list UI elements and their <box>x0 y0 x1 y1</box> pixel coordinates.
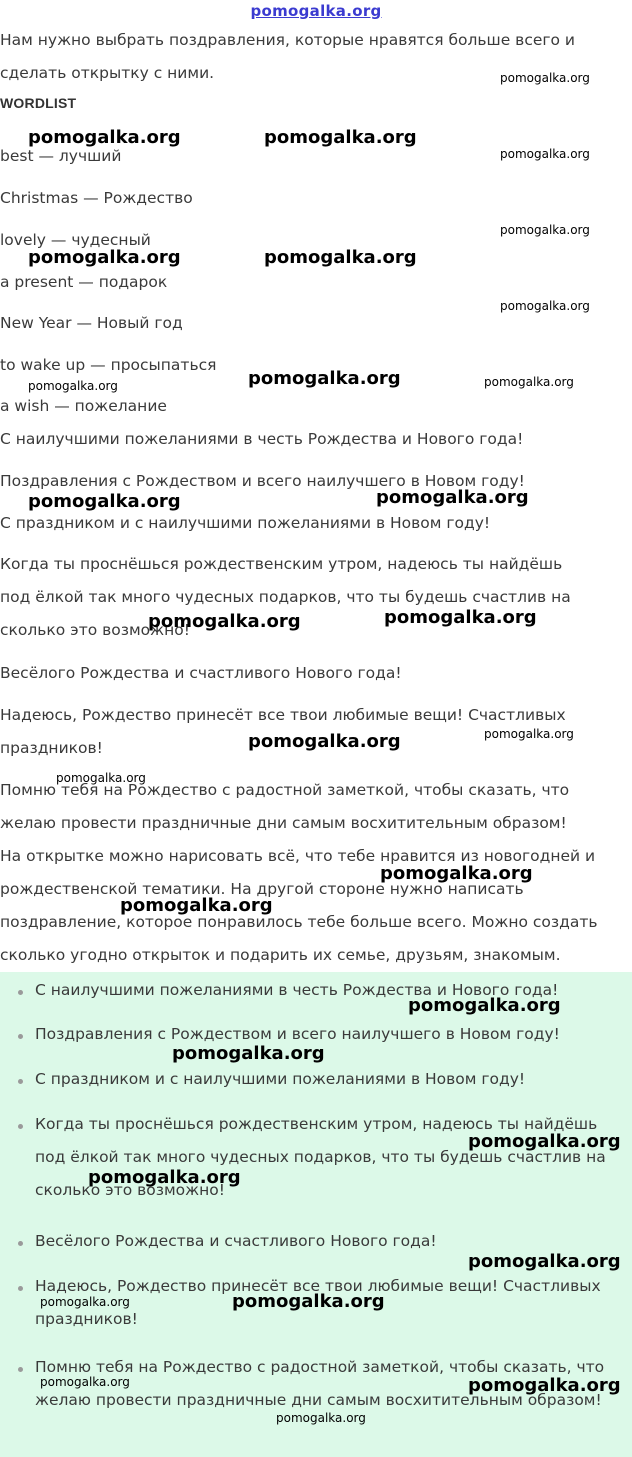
list-item: lovely — чудесный <box>0 231 151 249</box>
list-item: Надеюсь, Рождество принесёт все твои любимые вещи! Счастливых праздников! <box>35 1270 630 1336</box>
watermark: pomogalka.org <box>380 863 533 884</box>
list-item: С праздником и с наилучшими пожеланиями в Новом году! <box>0 514 491 532</box>
watermark: pomogalka.org <box>500 147 590 161</box>
list-item: a wish — пожелание <box>0 397 167 415</box>
watermark: pomogalka.org <box>120 895 273 916</box>
list-item: Когда ты проснёшься рождественским утром, надеюсь ты найдёшь под ёлкой так много чудесных подарков, что ты будешь счастлив на сколько это возможно! <box>35 1108 630 1207</box>
list-item: Весёлого Рождества и счастливого Нового года! <box>0 664 402 682</box>
watermark: pomogalka.org <box>500 223 590 237</box>
list-item: a present — подарок <box>0 273 168 291</box>
watermark: pomogalka.org <box>408 995 561 1016</box>
watermark: pomogalka.org <box>248 731 401 752</box>
list-item: С наилучшими пожеланиями в честь Рождества и Нового года! <box>0 430 524 448</box>
watermark: pomogalka.org <box>28 379 118 393</box>
list-item: Christmas — Рождество <box>0 189 193 207</box>
list-item: Надеюсь, Рождество принесёт все твои любимые вещи! Счастливых праздников! <box>0 706 566 757</box>
list-item: to wake up — просыпаться <box>0 356 217 374</box>
watermark: pomogalka.org <box>500 299 590 313</box>
watermark: pomogalka.org <box>28 491 181 512</box>
list-item: С наилучшими пожеланиями в честь Рождества и Нового года! <box>35 974 615 1007</box>
watermark: pomogalka.org <box>88 1167 241 1188</box>
list-item: Поздравления с Рождеством и всего наилучшего в Новом году! <box>0 472 525 490</box>
watermark: pomogalka.org <box>276 1411 366 1425</box>
watermark: pomogalka.org <box>40 1295 130 1309</box>
watermark: pomogalka.org <box>468 1131 621 1152</box>
list-item: Помню тебя на Рождество с радостной заметкой, чтобы сказать, что желаю провести праздничные дни самым восхитительным образом! <box>35 1351 630 1417</box>
watermark: pomogalka.org <box>172 1043 325 1064</box>
watermark: pomogalka.org <box>384 607 537 628</box>
list-item: Весёлого Рождества и счастливого Нового года! <box>35 1225 615 1258</box>
watermark: pomogalka.org <box>40 1375 130 1389</box>
watermark: pomogalka.org <box>248 368 401 389</box>
watermark: pomogalka.org <box>468 1251 621 1272</box>
list-item: New Year — Новый год <box>0 314 183 332</box>
watermark: pomogalka.org <box>468 1375 621 1396</box>
watermark: pomogalka.org <box>264 247 417 268</box>
watermark: pomogalka.org <box>28 127 181 148</box>
list-item: Поздравления с Рождеством и всего наилучшего в Новом году! <box>35 1018 615 1051</box>
list-item: best — лучший <box>0 147 122 165</box>
watermark: pomogalka.org <box>56 771 146 785</box>
list-item: Когда ты проснёшься рождественским утром, надеюсь ты найдёшь под ёлкой так много чудесных подарков, что ты будешь счастлив на сколько это возможно! <box>0 555 571 639</box>
site-header[interactable]: pomogalka.org <box>250 2 382 20</box>
list-item: С праздником и с наилучшими пожеланиями в Новом году! <box>35 1063 615 1096</box>
watermark: pomogalka.org <box>28 247 181 268</box>
watermark: pomogalka.org <box>148 611 301 632</box>
watermark: pomogalka.org <box>264 127 417 148</box>
watermark: pomogalka.org <box>484 375 574 389</box>
wordlist-heading: WORDLIST <box>0 95 77 111</box>
watermark: pomogalka.org <box>232 1291 385 1312</box>
outro-paragraph: На открытке можно нарисовать всё, что тебе нравится из новогодней и рождественской тематики. На другой стороне нужно написать поздравление, которое понравилось тебе больше всего. Можно создать сколько угодно открыток и подарить их семье, друзьям, знакомым. <box>0 847 598 964</box>
intro-paragraph: Нам нужно выбрать поздравления, которые нравятся больше всего и сделать открытку с ними. <box>0 31 576 82</box>
watermark: pomogalka.org <box>376 487 529 508</box>
list-item: Помню тебя на Рождество с радостной заметкой, чтобы сказать, что желаю провести праздничные дни самым восхитительным образом! <box>0 781 570 832</box>
watermark: pomogalka.org <box>500 71 590 85</box>
watermark: pomogalka.org <box>484 727 574 741</box>
